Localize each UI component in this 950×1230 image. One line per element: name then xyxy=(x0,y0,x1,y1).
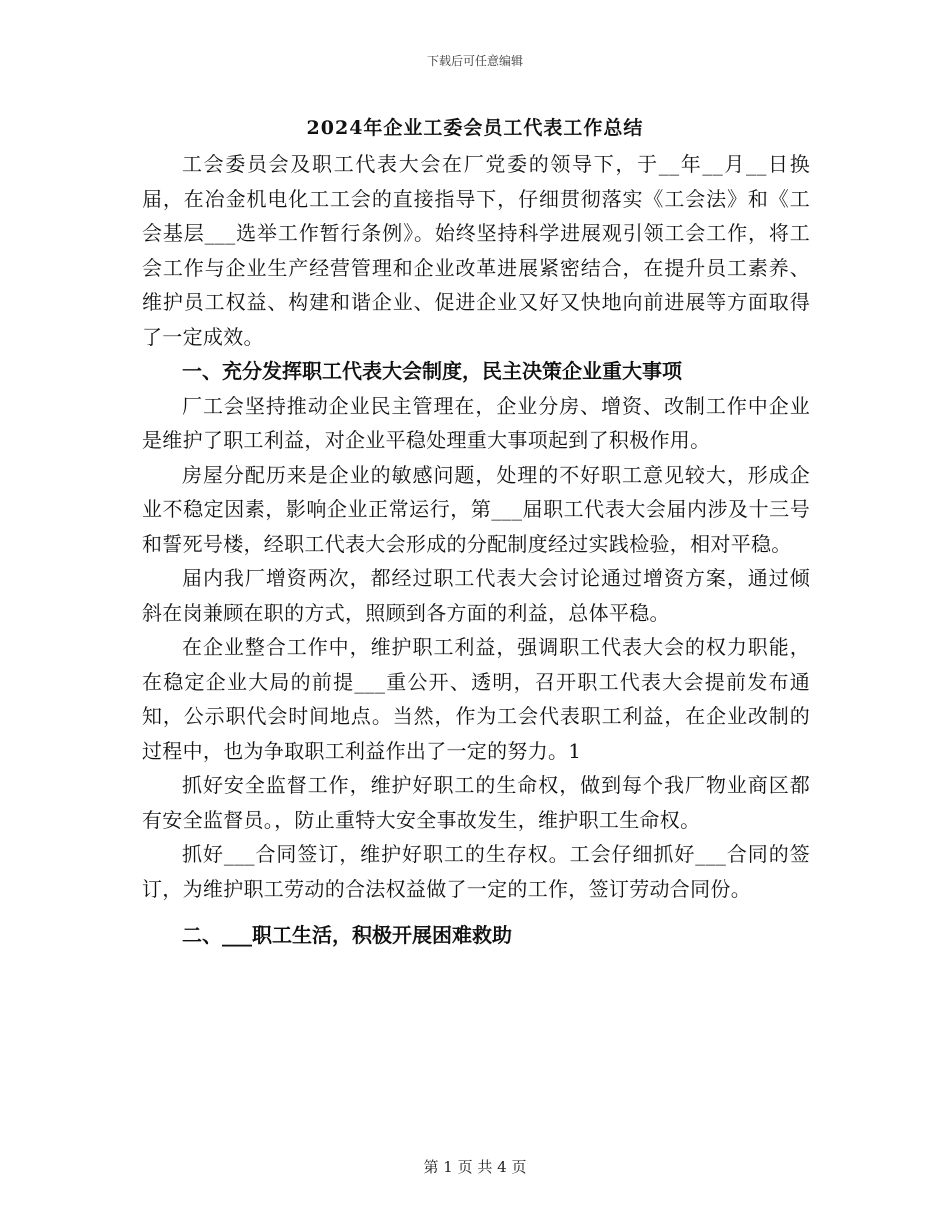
paragraph: 厂工会坚持推动企业民主管理在，企业分房、增资、改制工作中企业是维护了职工利益，对企业平稳处理重大事项起到了积极作用。 xyxy=(142,393,810,452)
section-heading-1: 一、充分发挥职工代表大会制度，民主决策企业重大事项 xyxy=(182,359,682,383)
paragraph: 在企业整合工作中，维护职工利益，强调职工代表大会的权力职能，在稳定企业大局的前提___重公开、透明，召开职工代表大会提前发布通知，公示职代会时间地点。当然，作为工会代表职工利益，在企业改制的过程中，也为争取职工利益作出了一定的努力。1 xyxy=(142,635,810,763)
paragraph: 房屋分配历来是企业的敏感问题，处理的不好职工意见较大，形成企业不稳定因素，影响企业正常运行，第___届职工代表大会届内涉及十三号和誓死号楼，经职工代表大会形成的分配制度经过实践检验，相对平稳。 xyxy=(142,462,810,556)
paragraph-intro: 工会委员会及职工代表大会在厂党委的领导下，于__年__月__日换届，在冶金机电化工工会的直接指导下，仔细贯彻落实《工会法》和《工会基层___选举工作暂行条例》。始终坚持科学进展观引领工会工作，将工会工作与企业生产经营管理和企业改革进展紧密结合，在提升员工素养、维护员工权益、构建和谐企业、促进企业又好又快地向前进展等方面取得了一定成效。 xyxy=(142,152,810,349)
document-title: 2024年企业工委会员工代表工作总结 xyxy=(306,117,644,139)
section-heading-2: 二、___职工生活，积极开展困难救助 xyxy=(182,923,512,947)
paragraph: 届内我厂增资两次，都经过职工代表大会讨论通过增资方案，通过倾斜在岗兼顾在职的方式，照顾到各方面的利益，总体平稳。 xyxy=(142,566,810,625)
paragraph: 抓好___合同签订，维护好职工的生存权。工会仔细抓好___合同的签订，为维护职工劳动的合法权益做了一定的工作，签订劳动合同份。 xyxy=(142,842,810,901)
page-number: 第 1 页 共 4 页 xyxy=(423,1158,527,1176)
header-note: 下载后可任意编辑 xyxy=(426,54,523,68)
document-body xyxy=(142,147,810,953)
paragraph: 抓好安全监督工作，维护好职工的生命权，做到每个我厂物业商区都有安全监督员。，防止重特大安全事故发生，维护职工生命权。 xyxy=(142,773,810,832)
